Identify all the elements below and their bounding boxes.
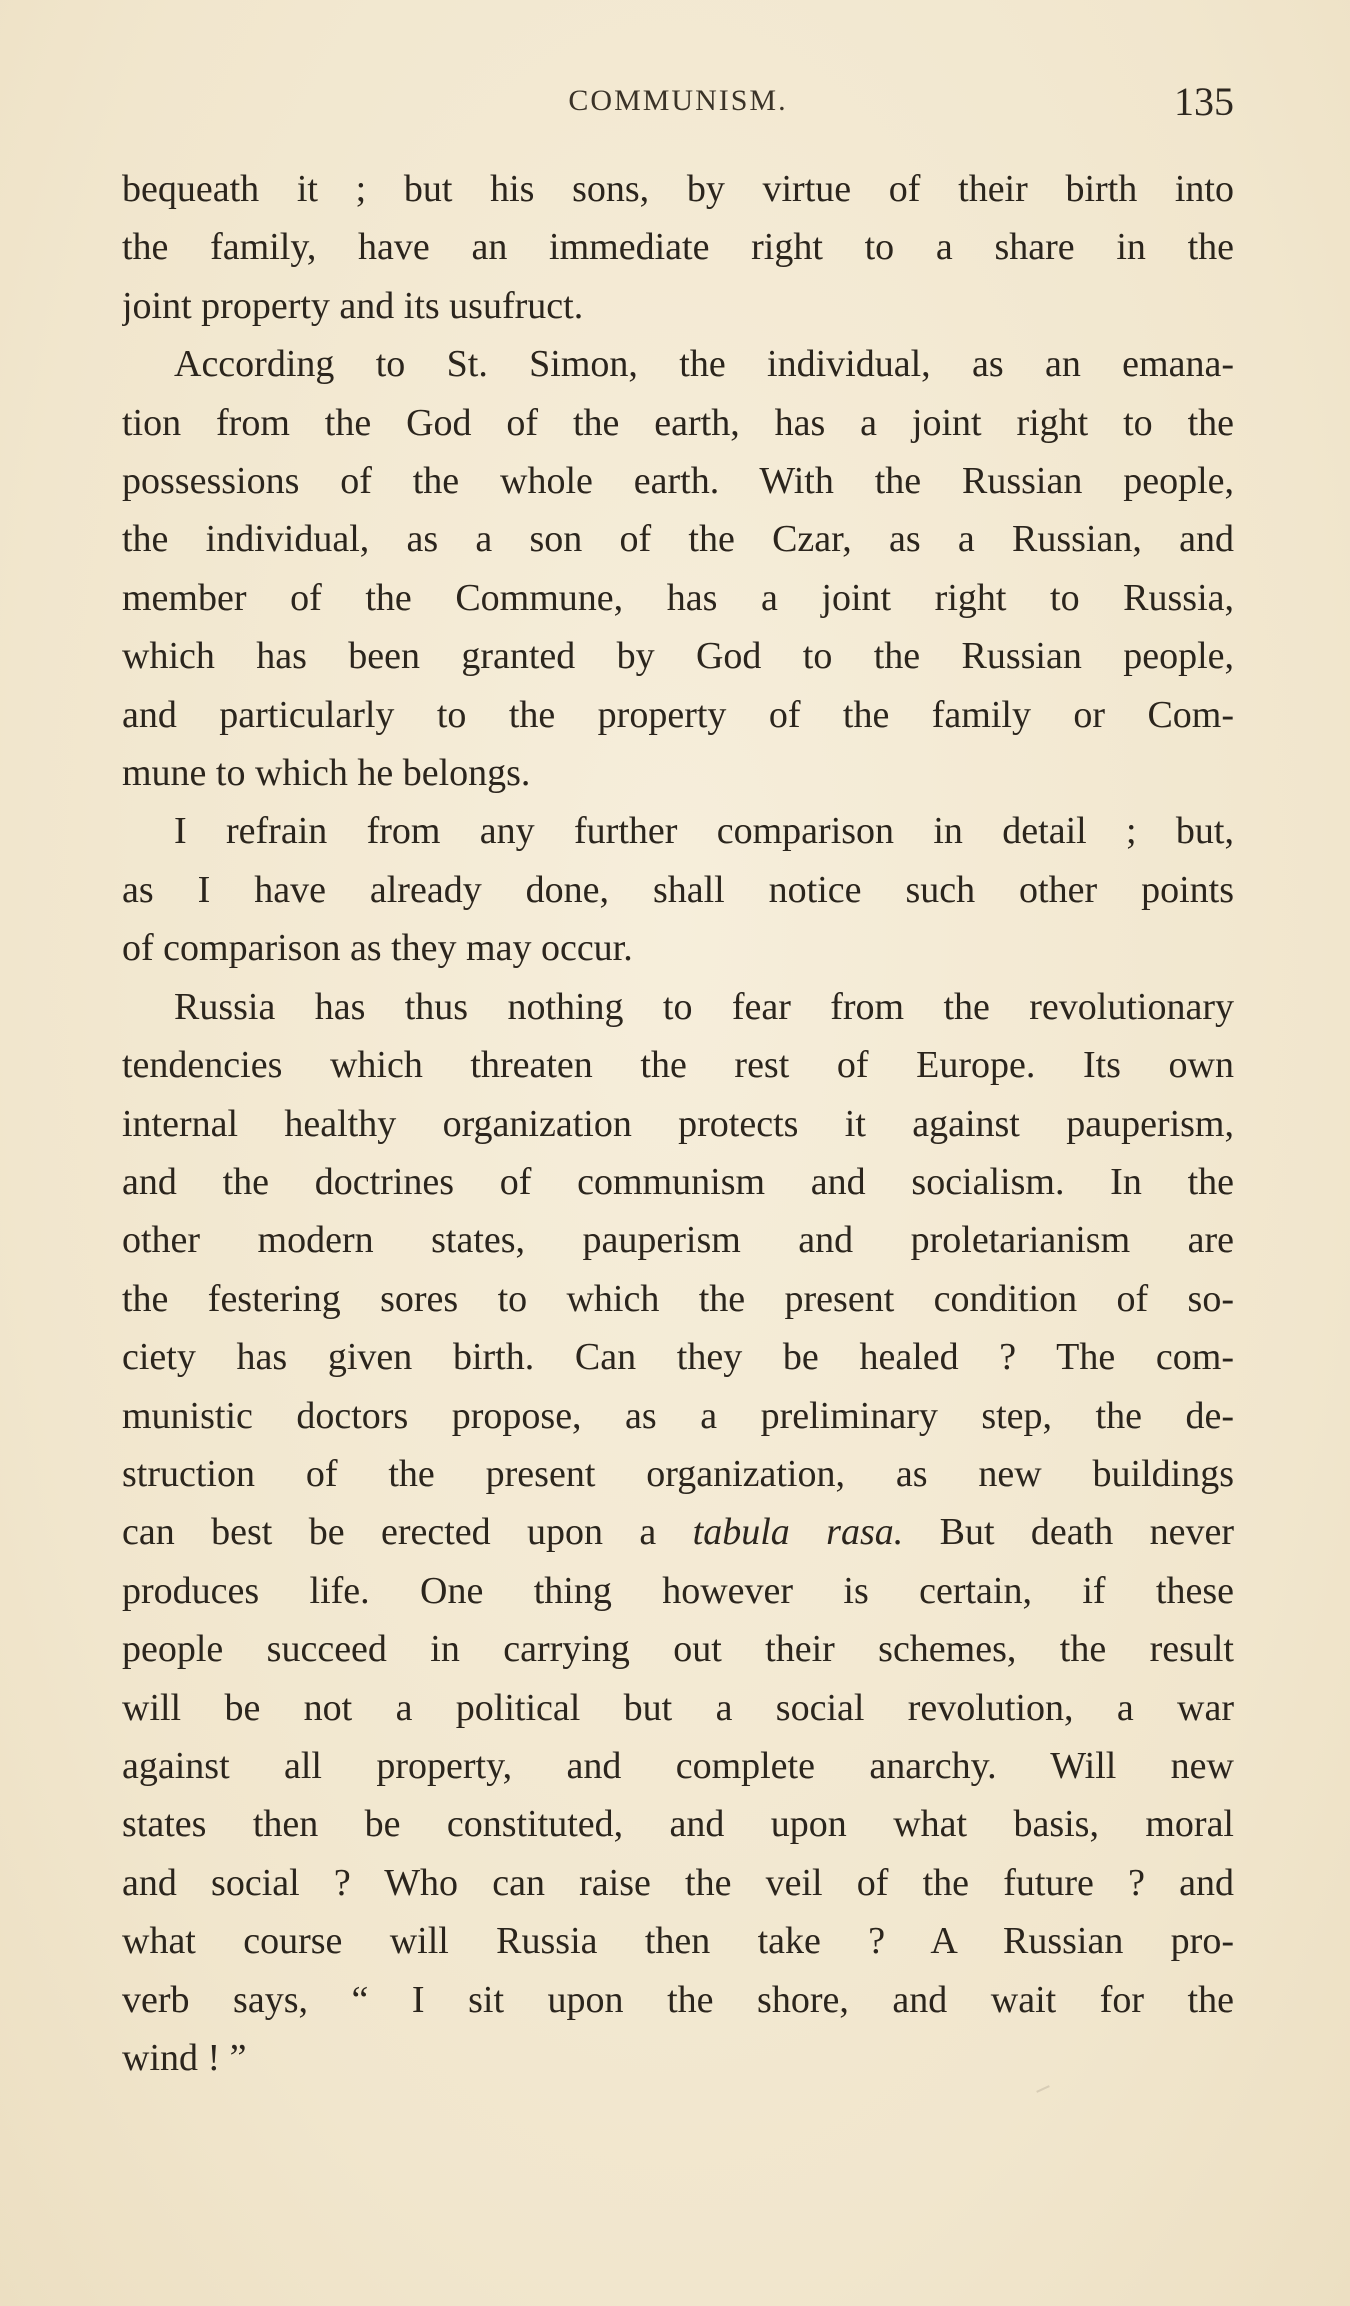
- text-line: and the doctrines of communism and socialism. In the: [122, 1160, 1234, 1203]
- text-line: wind ! ”: [122, 2037, 247, 2079]
- text-line: which has been granted by God to the Russian people,: [122, 635, 1234, 678]
- text-run: can best be erected upon a: [122, 1511, 693, 1554]
- text-line: the individual, as a son of the Czar, as a Russian, and: [122, 518, 1234, 561]
- text-line: other modern states, pauperism and proletarianism are: [122, 1219, 1234, 1262]
- text-line: will be not a political but a social revolution, a war: [122, 1686, 1234, 1729]
- text-line: and particularly to the property of the family or Com-: [122, 693, 1234, 736]
- text-line: states then be constituted, and upon what basis, moral: [122, 1803, 1234, 1846]
- text-line: the festering sores to which the present condition of so-: [122, 1277, 1234, 1320]
- italic-phrase: tabula rasa.: [692, 1511, 904, 1554]
- text-line: the family, have an immediate right to a share in the: [122, 226, 1234, 269]
- text-line: tendencies which threaten the rest of Europe. Its own: [122, 1044, 1234, 1087]
- text-line: internal healthy organization protects it against pauperism,: [122, 1102, 1234, 1145]
- paragraph-1: [122, 160, 1234, 335]
- text-line: what course will Russia then take ? A Russian pro-: [122, 1920, 1234, 1963]
- running-title: COMMUNISM.: [568, 84, 788, 117]
- paragraph-3: [122, 802, 1234, 977]
- paragraph-2: [122, 335, 1234, 802]
- text-line: tion from the God of the earth, has a joint right to the: [122, 401, 1234, 444]
- paragraph-4: [122, 978, 1234, 2088]
- text-line: of comparison as they may occur.: [122, 927, 633, 970]
- page-number: 135: [1174, 79, 1234, 124]
- text-line: Russia has thus nothing to fear from the revolutionary: [174, 985, 1234, 1028]
- text-line: as I have already done, shall notice such other points: [122, 868, 1234, 911]
- text-line: struction of the present organization, as new buildings: [122, 1452, 1234, 1495]
- text-line: I refrain from any further comparison in detail ; but,: [174, 810, 1234, 853]
- body-text: [122, 160, 1234, 2087]
- text-line: verb says, “ I sit upon the shore, and wait for the: [122, 1978, 1234, 2021]
- text-line: against all property, and complete anarchy. Will new: [122, 1744, 1234, 1787]
- text-line: munistic doctors propose, as a preliminary step, the de-: [122, 1394, 1234, 1437]
- running-head: [122, 78, 1234, 128]
- text-line: member of the Commune, has a joint right to Russia,: [122, 576, 1234, 619]
- text-line: mune to which he belongs.: [122, 752, 531, 795]
- text-line: According to St. Simon, the individual, as an emana-: [174, 343, 1234, 386]
- text-line: ciety has given birth. Can they be healed ? The com-: [122, 1336, 1234, 1379]
- text-line: possessions of the whole earth. With the Russian people,: [122, 460, 1234, 503]
- text-line: bequeath it ; but his sons, by virtue of their birth into: [122, 168, 1234, 210]
- text-run: But death never: [903, 1511, 1234, 1554]
- text-line: joint property and its usufruct.: [122, 284, 584, 327]
- text-line-with-italic: [122, 1503, 1234, 1561]
- text-line: produces life. One thing however is certain, if these: [122, 1569, 1234, 1612]
- text-line: and social ? Who can raise the veil of the future ? and: [122, 1861, 1234, 1904]
- text-line: people succeed in carrying out their schemes, the result: [122, 1628, 1234, 1671]
